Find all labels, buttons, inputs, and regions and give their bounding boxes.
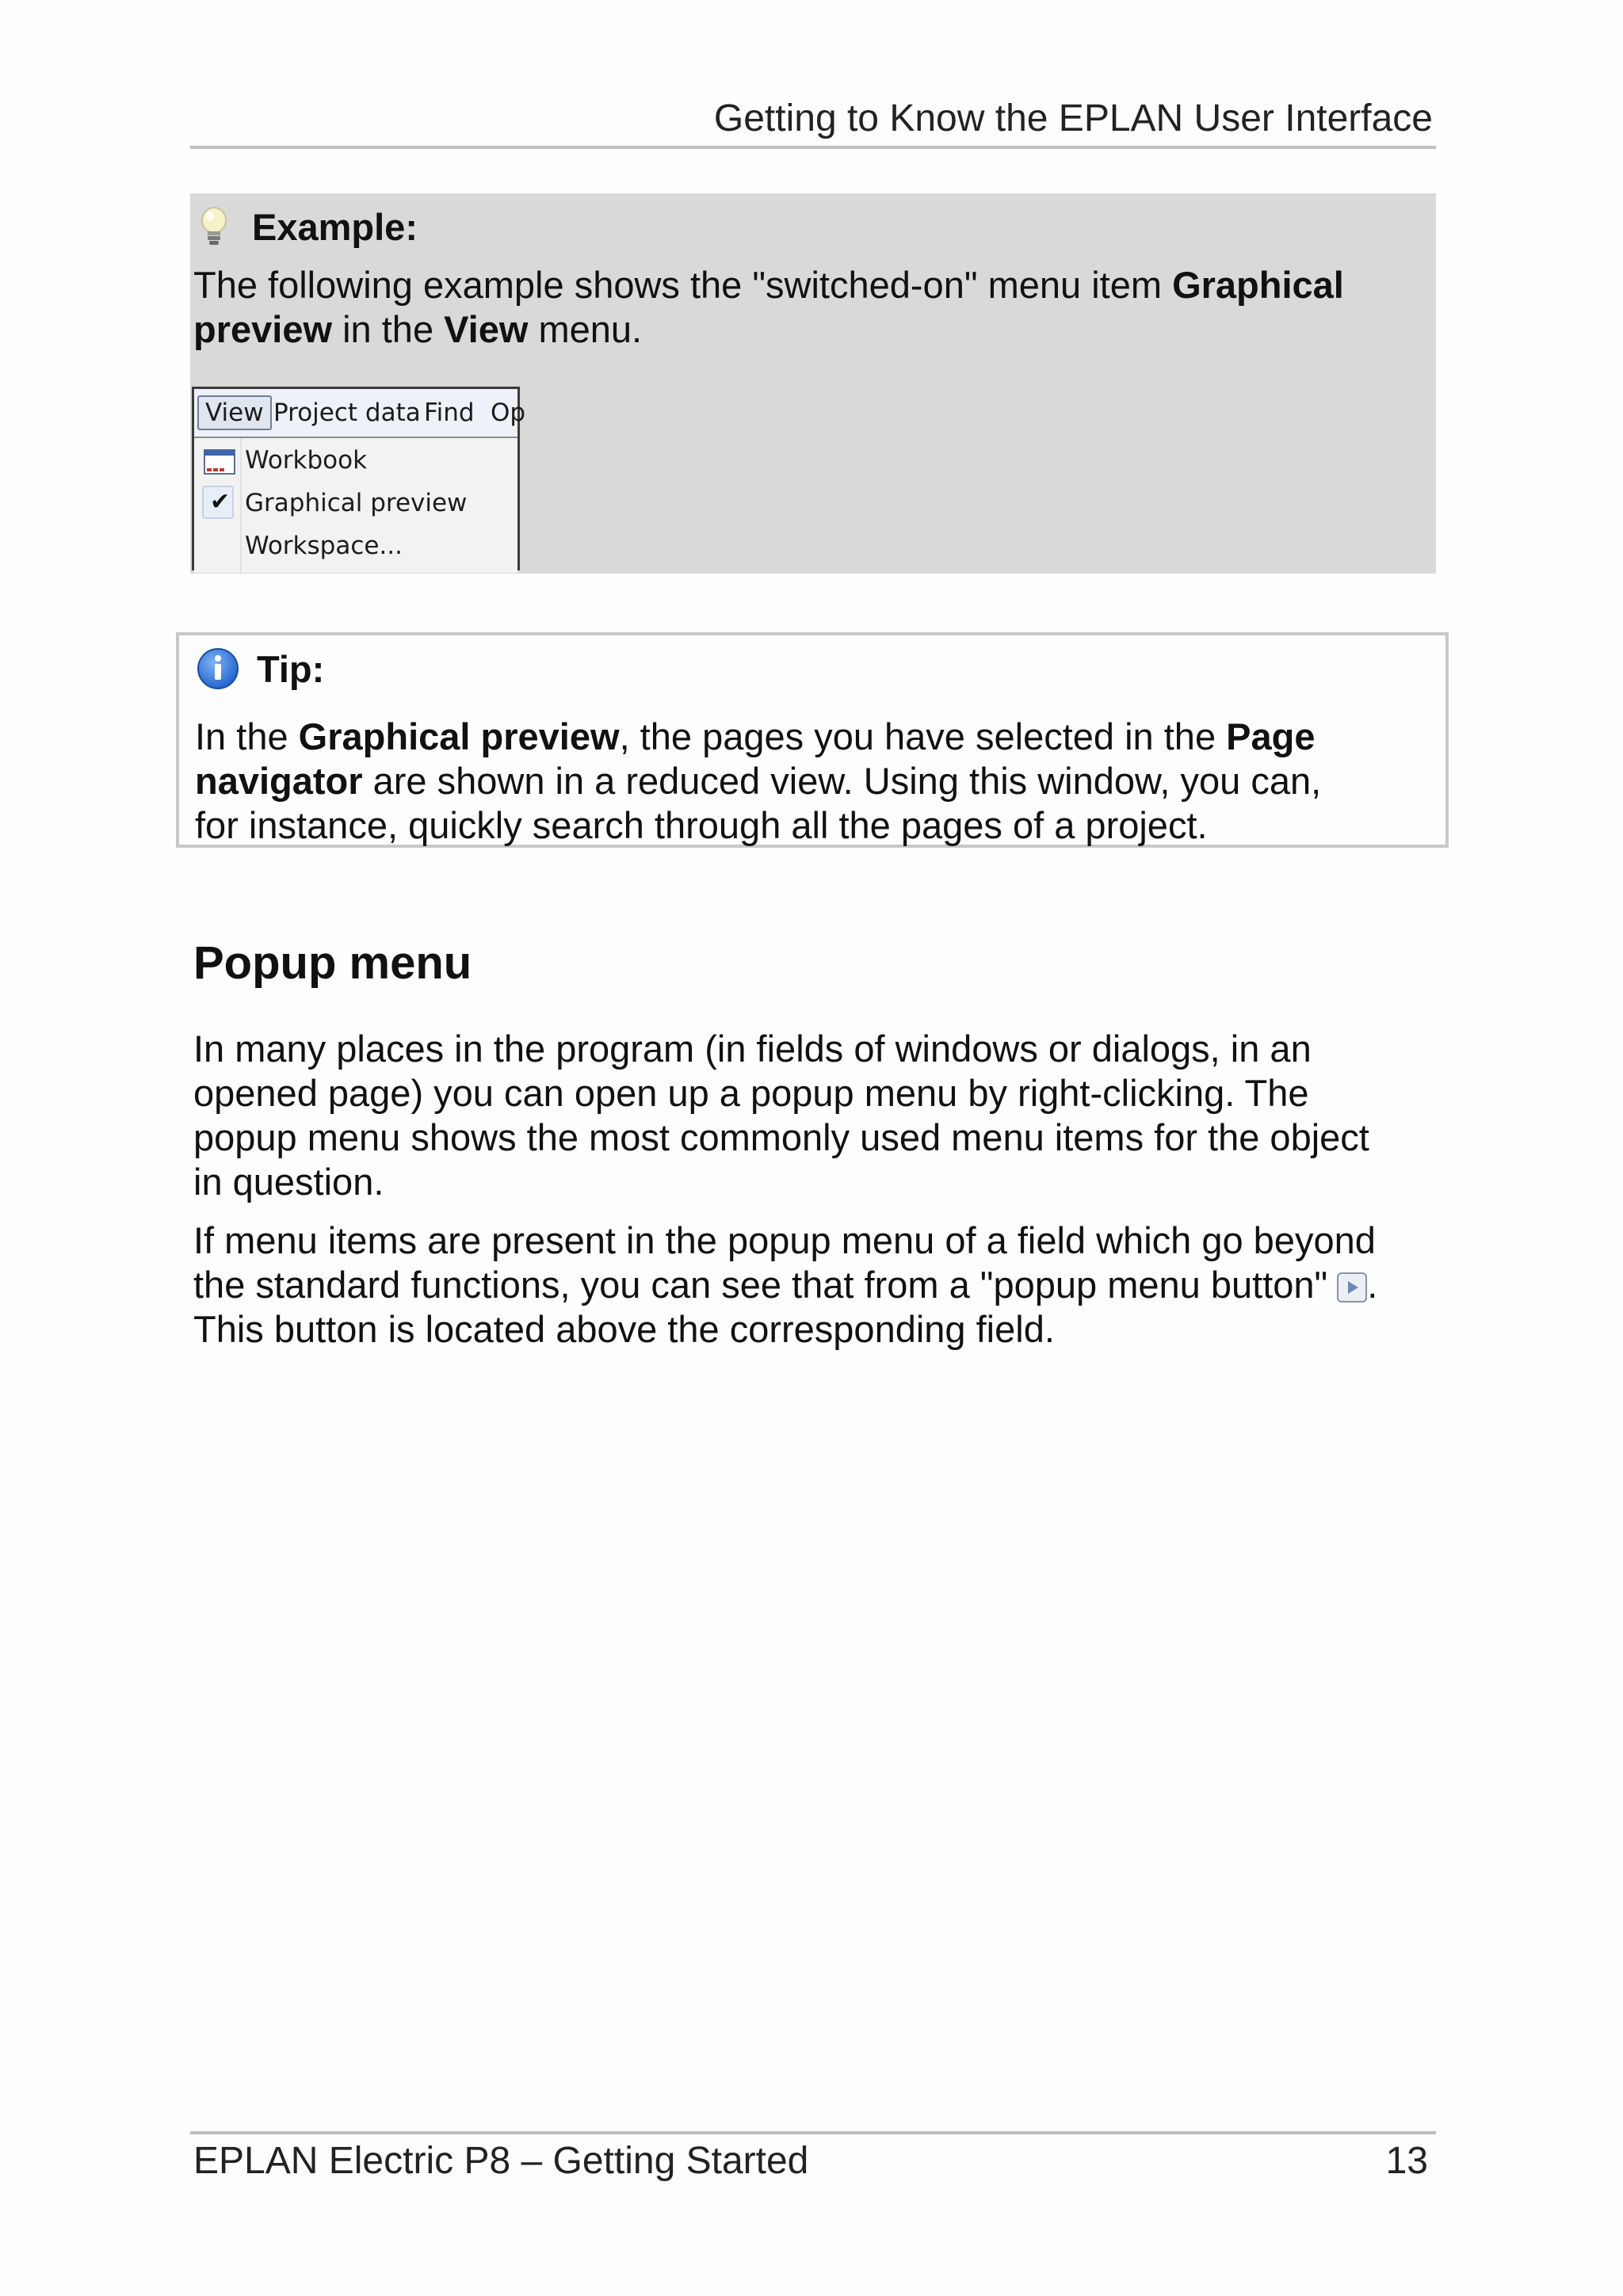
info-icon bbox=[197, 647, 239, 690]
menu-bar-item-view[interactable]: View bbox=[197, 395, 272, 430]
menu-bar-item-find[interactable]: Find bbox=[424, 399, 475, 427]
view-menu-dropdown bbox=[194, 437, 517, 573]
tip-text-part: for instance, quickly search through all the pages of a project. bbox=[195, 804, 1208, 846]
example-text-part: in the bbox=[332, 308, 445, 350]
menu-item-label: Workspace... bbox=[245, 532, 403, 560]
workbook-icon bbox=[204, 448, 235, 476]
example-text-part: menu. bbox=[528, 308, 643, 350]
tip-title-row bbox=[197, 645, 324, 692]
paragraph-line-end: . bbox=[1367, 1264, 1378, 1306]
footer-title: EPLAN Electric P8 – Getting Started bbox=[193, 2140, 809, 2182]
section-heading: Popup menu bbox=[193, 937, 472, 989]
menu-bar-item-options[interactable]: Op bbox=[491, 399, 526, 427]
menu-bar bbox=[194, 389, 526, 437]
menu-bar-item-project-data[interactable]: Project data bbox=[273, 399, 421, 427]
paragraph-line: If menu items are present in the popup menu of a field which go beyond bbox=[193, 1219, 1376, 1261]
tip-bold-navigator: navigator bbox=[195, 760, 363, 802]
checkmark-icon: ✔ bbox=[210, 488, 231, 516]
paragraph-line: the standard functions, you can see that from a "popup menu button" bbox=[193, 1264, 1328, 1306]
tip-text bbox=[195, 715, 1321, 848]
example-text bbox=[193, 263, 1344, 352]
page-header bbox=[190, 93, 1436, 149]
menu-item-label: Workbook bbox=[245, 446, 368, 475]
example-text-part: The following example shows the "switched-on" menu item bbox=[193, 264, 1173, 306]
tip-title: Tip: bbox=[257, 647, 325, 690]
example-title: Example: bbox=[252, 205, 418, 248]
tip-text-part: , the pages you have selected in the bbox=[619, 715, 1227, 757]
tip-text-part: In the bbox=[195, 715, 299, 757]
paragraph-popup-intro bbox=[193, 1027, 1369, 1204]
tip-bold-page: Page bbox=[1226, 715, 1316, 757]
tip-text-part: are shown in a reduced view. Using this window, you can, bbox=[362, 760, 1322, 802]
tip-bold-graphical-preview: Graphical preview bbox=[298, 715, 620, 757]
menu-item-workspace[interactable] bbox=[194, 525, 517, 566]
example-bold-preview: preview bbox=[193, 308, 333, 350]
example-title-row bbox=[197, 203, 418, 250]
example-box bbox=[190, 193, 1436, 574]
paragraph-line: In many places in the program (in fields of windows or dialogs, in an bbox=[193, 1028, 1312, 1070]
view-menu-screenshot bbox=[192, 387, 526, 570]
menu-item-graphical-preview[interactable] bbox=[194, 482, 517, 524]
popup-menu-button-icon bbox=[1337, 1272, 1367, 1302]
footer-rule bbox=[190, 2131, 1436, 2134]
paragraph-popup-button bbox=[193, 1219, 1377, 1352]
menu-item-workbook[interactable] bbox=[194, 440, 517, 481]
page-number: 13 bbox=[1385, 2140, 1428, 2182]
header-title: Getting to Know the EPLAN User Interface bbox=[713, 97, 1433, 139]
tip-box bbox=[176, 632, 1449, 848]
paragraph-line: in question. bbox=[193, 1161, 384, 1203]
paragraph-line: popup menu shows the most commonly used menu items for the object bbox=[193, 1116, 1369, 1158]
light-bulb-icon bbox=[197, 204, 231, 249]
example-bold-view: View bbox=[444, 308, 529, 350]
paragraph-line: This button is located above the corresponding field. bbox=[193, 1308, 1055, 1350]
example-bold-graphical: Graphical bbox=[1172, 264, 1344, 306]
menu-item-label: Graphical preview bbox=[245, 489, 468, 517]
paragraph-line: opened page) you can open up a popup menu by right-clicking. The bbox=[193, 1072, 1309, 1114]
check-frame bbox=[202, 486, 234, 519]
